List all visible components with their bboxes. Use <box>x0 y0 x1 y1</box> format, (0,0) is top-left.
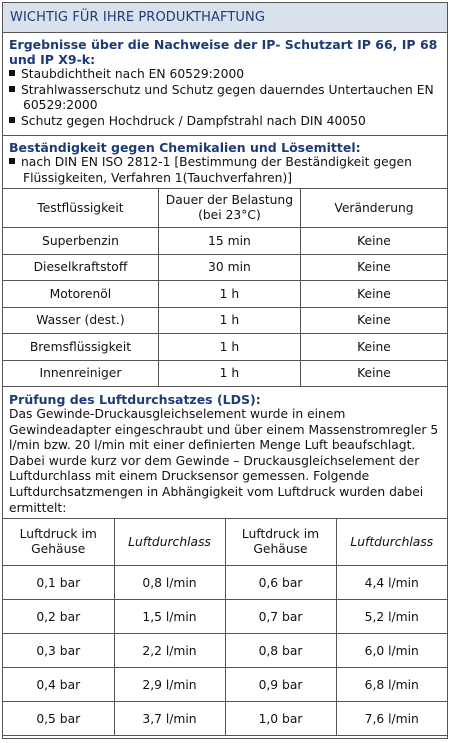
table-cell: 1 h <box>158 307 300 334</box>
lds-description: Das Gewinde-Druckausgleichselement wurde in einem Gewindeadapter eingeschraubt und über einem Massenstromregler 5 l/min bzw. 20 l/min mit einer definierten Menge Luft beaufschlagt. Dabei wurde kurz vor dem Gewinde – Druckausgleichselement der Luftdurchlass mit einem Drucksensor gemessen. Folgende Luftdurchsatzmengen in Abhängigkeit vom Luftdruck wurden dabei ermittelt: <box>9 407 439 515</box>
table-cell: Motorenöl <box>3 281 158 308</box>
table-row <box>3 254 447 281</box>
table-cell: 7,6 l/min <box>336 702 447 736</box>
ip-section <box>3 33 447 136</box>
table-cell: 2,2 l/min <box>114 634 225 668</box>
table-cell: 1 h <box>158 281 300 308</box>
ip-item: Strahlwasserschutz und Schutz gegen dauerndes Untertauchen EN 60529:2000 <box>9 83 441 114</box>
bullet-square-icon <box>9 70 15 76</box>
table-row <box>3 228 447 255</box>
table-row <box>3 702 447 736</box>
table-cell: 1,0 bar <box>225 702 336 736</box>
table-row <box>3 668 447 702</box>
column-header: Veränderung <box>300 189 447 228</box>
bullet-square-icon <box>9 117 15 123</box>
column-header: Dauer der Belastung (bei 23°C) <box>158 189 300 228</box>
chem-section <box>3 136 447 188</box>
table-cell: 0,3 bar <box>3 634 114 668</box>
ip-section-title: Ergebnisse über die Nachweise der IP- Schutzart IP 66, IP 68 und IP X9-k: <box>9 37 438 67</box>
table-cell: Dieselkraftstoff <box>3 254 158 281</box>
table-cell: 0,9 bar <box>225 668 336 702</box>
air-flow-table <box>3 518 447 736</box>
table-cell: Keine <box>300 281 447 308</box>
ip-item: Schutz gegen Hochdruck / Dampfstrahl nach DIN 40050 <box>9 114 441 130</box>
table-cell: Keine <box>300 254 447 281</box>
table-row <box>3 334 447 361</box>
bullet-square-icon <box>9 86 15 92</box>
lds-section <box>3 387 447 518</box>
table-cell: 0,2 bar <box>3 600 114 634</box>
table-cell: 1 h <box>158 360 300 387</box>
table-cell: Keine <box>300 228 447 255</box>
table-cell: Innenreiniger <box>3 360 158 387</box>
table-cell: Bremsflüssigkeit <box>3 334 158 361</box>
table-row <box>3 600 447 634</box>
table-row <box>3 566 447 600</box>
bullet-square-icon <box>9 158 15 164</box>
page-header <box>3 3 447 33</box>
table-cell: 30 min <box>158 254 300 281</box>
table-cell: 0,5 bar <box>3 702 114 736</box>
table-cell: Keine <box>300 360 447 387</box>
table-row <box>3 634 447 668</box>
table-cell: 0,7 bar <box>225 600 336 634</box>
column-header: Luftdurchlass <box>114 519 225 566</box>
table-row <box>3 360 447 387</box>
chem-item: nach DIN EN ISO 2812-1 [Bestimmung der Beständigkeit gegen Flüssigkeiten, Verfahren 1(Tauchverfahren)] <box>9 155 441 186</box>
table-cell: 0,8 bar <box>225 634 336 668</box>
table-cell: Wasser (dest.) <box>3 307 158 334</box>
table-cell: 1,5 l/min <box>114 600 225 634</box>
table-cell: 4,4 l/min <box>336 566 447 600</box>
column-header: Luftdruck im Gehäuse <box>3 519 114 566</box>
column-header: Luftdruck im Gehäuse <box>225 519 336 566</box>
table-header-row <box>3 519 447 566</box>
lds-section-title: Prüfung des Luftdurchsatzes (LDS): <box>9 392 261 407</box>
table-cell: 1 h <box>158 334 300 361</box>
document-page <box>2 2 448 739</box>
table-cell: 2,9 l/min <box>114 668 225 702</box>
table-cell: 15 min <box>158 228 300 255</box>
table-cell: 5,2 l/min <box>336 600 447 634</box>
table-cell: 0,8 l/min <box>114 566 225 600</box>
table-cell: 6,8 l/min <box>336 668 447 702</box>
table-cell: 0,6 bar <box>225 566 336 600</box>
table-cell: 0,4 bar <box>3 668 114 702</box>
table-row <box>3 307 447 334</box>
chem-section-title: Beständigkeit gegen Chemikalien und Lösemittel: <box>9 140 361 155</box>
table-cell: Keine <box>300 334 447 361</box>
table-cell: 0,1 bar <box>3 566 114 600</box>
ip-item: Staubdichtheit nach EN 60529:2000 <box>9 67 441 83</box>
table-row <box>3 281 447 308</box>
table-cell: Superbenzin <box>3 228 158 255</box>
column-header: Luftdurchlass <box>336 519 447 566</box>
table-cell: 3,7 l/min <box>114 702 225 736</box>
header-title: WICHTIG FÜR IHRE PRODUKTHAFTUNG <box>10 10 266 25</box>
table-cell: 6,0 l/min <box>336 634 447 668</box>
table-cell: Keine <box>300 307 447 334</box>
column-header: Testflüssigkeit <box>3 189 158 228</box>
chemical-resistance-table <box>3 188 447 387</box>
table-header-row <box>3 189 447 228</box>
